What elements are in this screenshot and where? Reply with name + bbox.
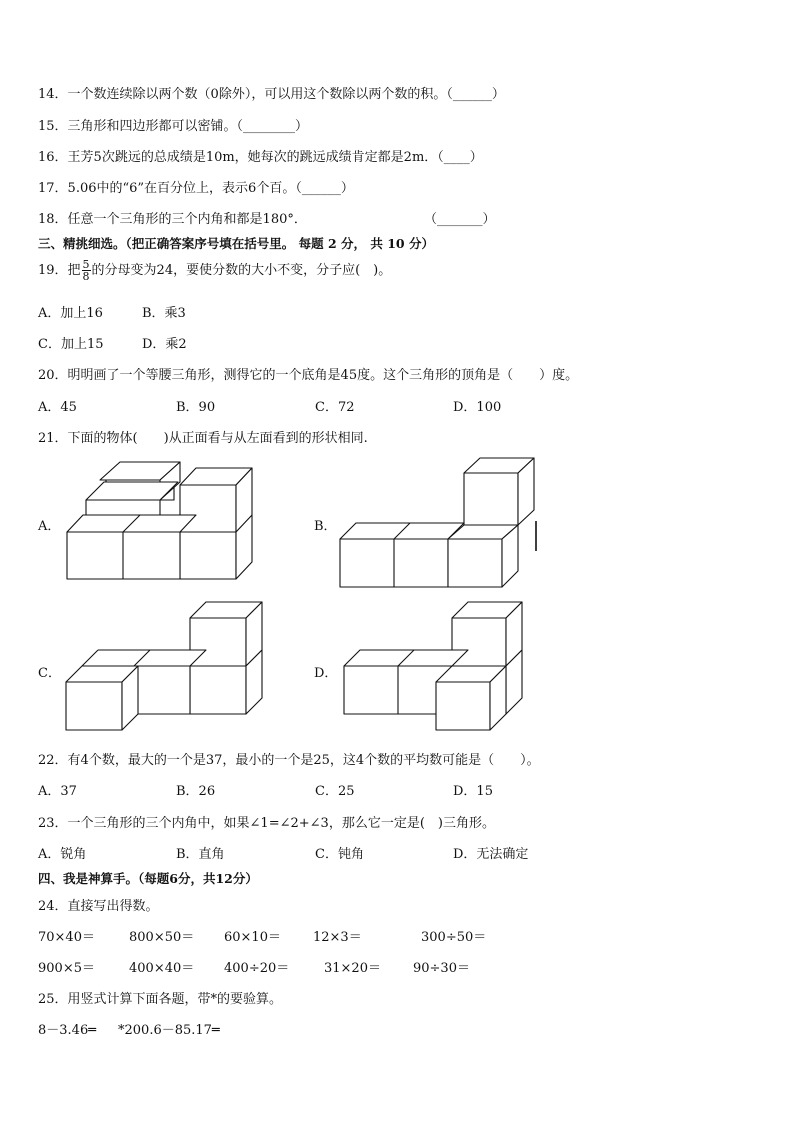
q23-option-b: B．直角 <box>176 847 225 862</box>
q24-r2-5: 90÷30＝ <box>413 961 470 976</box>
cube-figure-d <box>338 598 548 733</box>
question-14: 14．一个数连续除以两个数（0除外），可以用这个数除以两个数的积。（______） <box>38 87 505 102</box>
q22-option-d: D．15 <box>453 784 493 799</box>
section-3-heading: 三、精挑细选。（把正确答案序号填在括号里。 每题 2 分， 共 10 分） <box>38 236 434 251</box>
q24-r1-5: 300÷50＝ <box>421 930 487 945</box>
q19-option-d: D．乘2 <box>142 337 187 352</box>
q21-label-b: B． <box>314 519 337 534</box>
question-19 <box>38 259 391 282</box>
question-22: 22．有4个数，最大的一个是37，最小的一个是25，这4个数的平均数可能是（ ）。 <box>38 753 540 768</box>
question-21: 21．下面的物体( )从正面看与从左面看到的形状相同. <box>38 431 368 446</box>
question-19-prefix: 19．把 <box>38 263 81 278</box>
question-17: 17．5.06中的“6”在百分位上，表示6个百。（______） <box>38 181 354 196</box>
question-18-blank: （_______） <box>424 212 496 227</box>
cube-figure-b <box>338 455 548 590</box>
q19-option-b: B．乘3 <box>142 306 186 321</box>
q24-r2-4: 31×20＝ <box>324 961 381 976</box>
q22-option-b: B．26 <box>176 784 216 799</box>
question-25: 25．用竖式计算下面各题，带*的要验算。 <box>38 992 283 1007</box>
section-4-heading: 四、我是神算手。（每题6分，共12分） <box>38 871 258 886</box>
q24-r2-2: 400×40＝ <box>129 961 195 976</box>
q24-r1-2: 800×50＝ <box>129 930 195 945</box>
q20-option-d: D．100 <box>453 400 502 415</box>
question-15: 15．三角形和四边形都可以密铺。（________） <box>38 119 309 134</box>
q19-option-a: A．加上16 <box>38 306 103 321</box>
question-23: 23．一个三角形的三个内角中，如果∠1=∠2+∠3，那么它一定是( )三角形。 <box>38 816 495 831</box>
q25-item-1: 8－3.46═ <box>38 1023 97 1038</box>
fraction-numerator: 5 <box>82 258 90 271</box>
question-19-suffix: 的分母变为24，要使分数的大小不变，分子应( )。 <box>91 263 392 278</box>
q24-r1-4: 12×3＝ <box>313 930 362 945</box>
q22-option-c: C．25 <box>315 784 355 799</box>
q24-r2-3: 400÷20＝ <box>224 961 290 976</box>
q22-option-a: A．37 <box>38 784 77 799</box>
fraction <box>82 259 91 282</box>
q24-r1-3: 60×10＝ <box>224 930 281 945</box>
question-20: 20．明明画了一个等腰三角形，测得它的一个底角是45度。这个三角形的顶角是（ ）度。 <box>38 368 579 383</box>
q24-r1-1: 70×40＝ <box>38 930 95 945</box>
question-24: 24．直接写出得数。 <box>38 899 159 914</box>
q21-label-a: A． <box>38 519 61 534</box>
q23-option-c: C．钝角 <box>315 847 364 862</box>
question-16: 16．王芳5次跳远的总成绩是10m，她每次的跳远成绩肯定都是2m．（____） <box>38 150 483 165</box>
cube-figure-c <box>60 598 270 733</box>
question-18: 18．任意一个三角形的三个内角和都是180°． <box>38 212 307 227</box>
q21-label-c: C． <box>38 666 61 681</box>
q23-option-a: A．锐角 <box>38 847 87 862</box>
q25-item-2: *200.6－85.17═ <box>118 1023 220 1038</box>
q24-r2-1: 900×5＝ <box>38 961 95 976</box>
q20-option-a: A．45 <box>38 400 77 415</box>
q23-option-d: D．无法确定 <box>453 847 529 862</box>
q21-label-d: D． <box>314 666 338 681</box>
q20-option-c: C．72 <box>315 400 355 415</box>
cube-figure-a <box>60 460 260 585</box>
q19-option-c: C．加上15 <box>38 337 104 352</box>
q20-option-b: B．90 <box>176 400 216 415</box>
fraction-denominator: 8 <box>82 270 90 283</box>
